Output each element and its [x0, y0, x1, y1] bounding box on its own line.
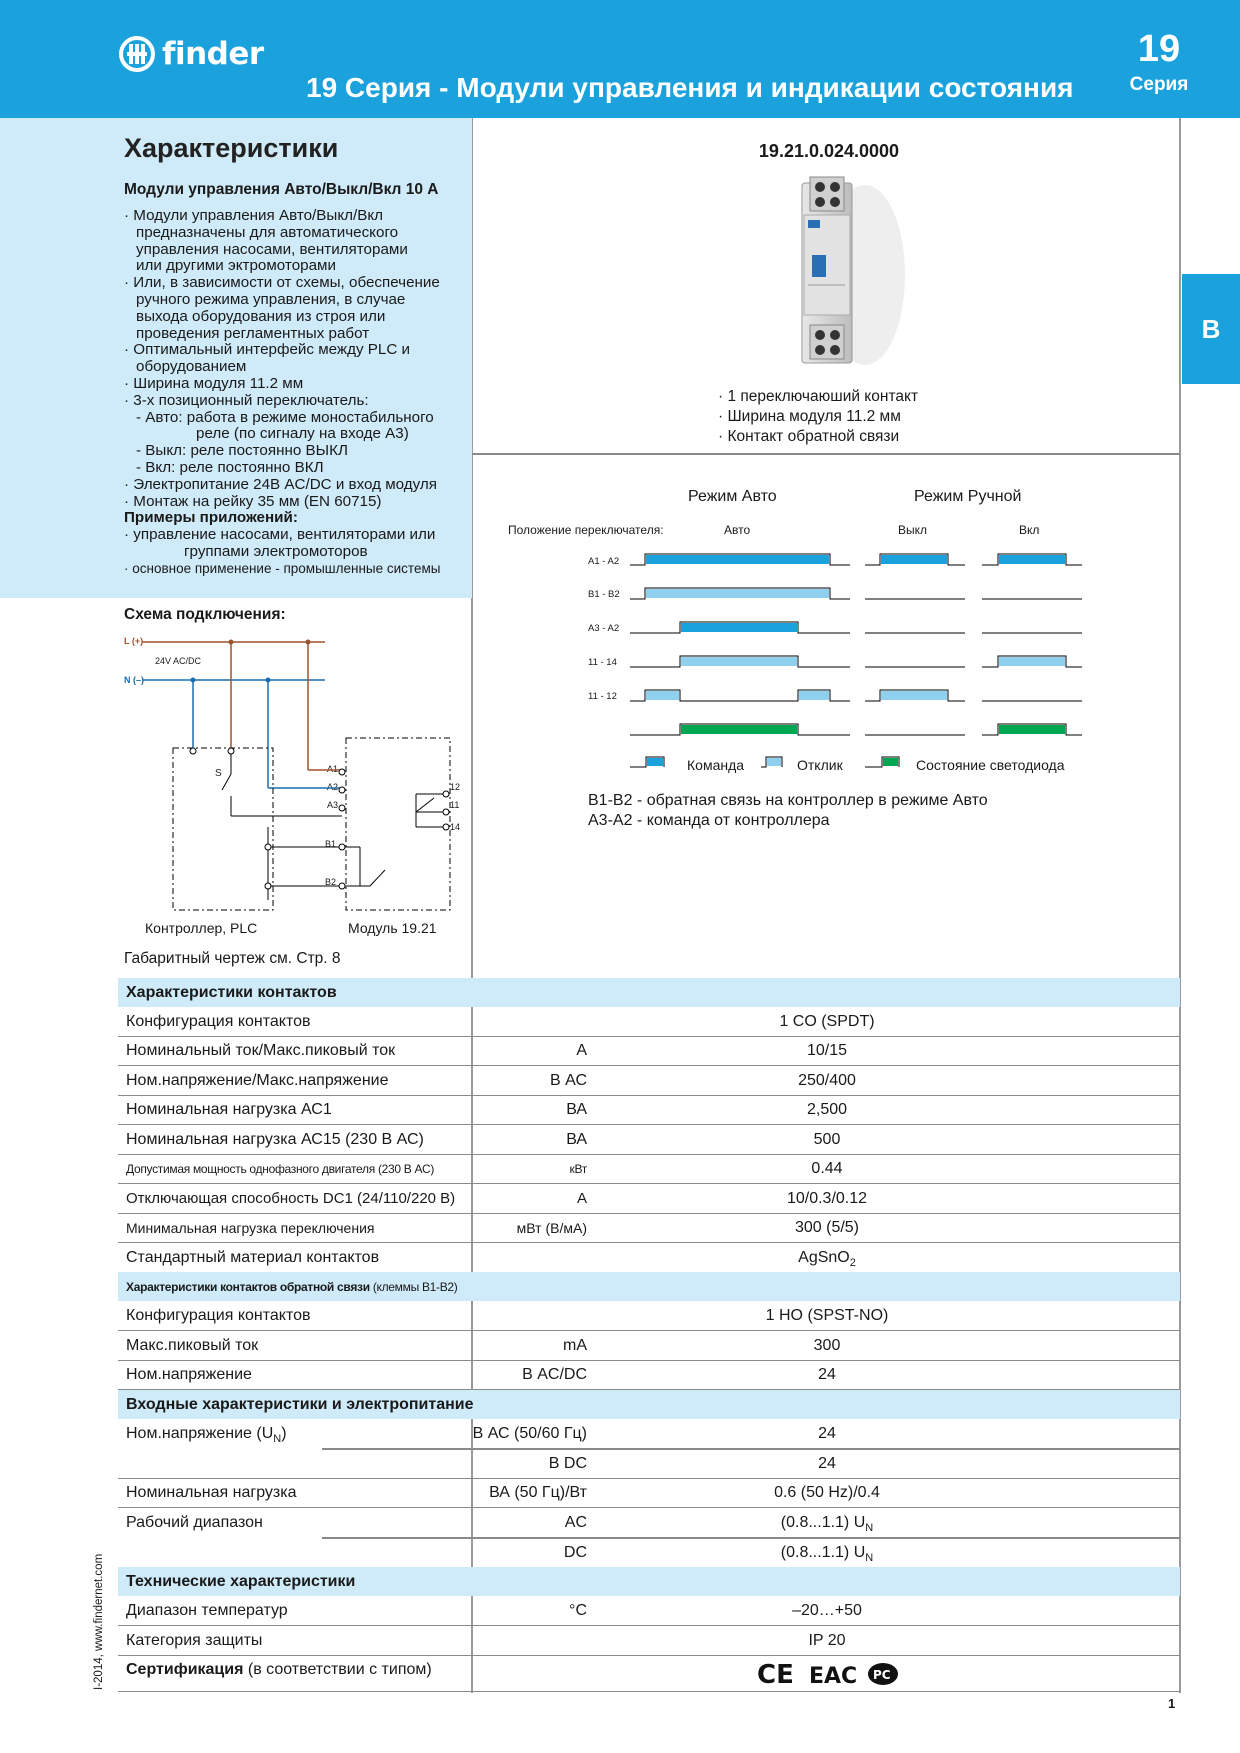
feature-line: реле (по сигналу на входе А3): [196, 425, 409, 443]
section-title: Входные характеристики и электропитание: [126, 1396, 474, 1413]
table-row: [118, 1007, 1180, 1037]
row-label: Номинальная нагрузка АС1: [126, 1101, 332, 1118]
characteristics-heading: Характеристики: [124, 133, 339, 163]
feature-line: ручного режима управления, в случае: [136, 290, 406, 308]
plc-label: Контроллер, PLC: [145, 920, 258, 936]
feature-line: управления насосами, вентиляторами: [136, 240, 408, 258]
certification-marks: [474, 1659, 1180, 1694]
table-row: [118, 1095, 1180, 1125]
module-label: Модуль 19.21: [348, 920, 437, 936]
row-unit: В АС: [550, 1072, 587, 1089]
terminal-a1: A1: [327, 764, 339, 774]
value-text: AgSnO: [798, 1249, 850, 1266]
label-end: ): [281, 1425, 287, 1442]
example-line: · основное применение - промышленные системы: [124, 560, 441, 576]
row-label: Макс.пиковый ток: [126, 1337, 259, 1354]
row-label: Отключающая способность DC1 (24/110/220 В): [126, 1190, 456, 1207]
page-title: 19 Серия - Модули управления и индикации состояния: [306, 72, 1074, 103]
row-label: [126, 1425, 287, 1445]
row-value: 300: [813, 1337, 841, 1354]
finder-logo: [118, 34, 264, 74]
timing-note-1: В1-В2 - обратная связь на контроллер в режиме Авто: [588, 792, 988, 809]
feature-line: проведения регламентных работ: [136, 324, 370, 342]
feature-line: предназначены для автоматического: [136, 223, 399, 241]
feature-line: или другими эктромоторами: [136, 257, 336, 275]
mode-auto-label: Режим Авто: [688, 488, 777, 505]
value-text: (0.8...1.1) U: [780, 1514, 866, 1531]
value-text: (0.8...1.1) U: [780, 1544, 866, 1561]
row-value: 24: [818, 1455, 836, 1472]
example-line: · управление насосами, вентиляторами или: [124, 526, 436, 544]
terminal-a3: A3: [327, 800, 339, 810]
legend-command: Команда: [687, 757, 745, 773]
pos-on-label: Вкл: [1019, 523, 1040, 537]
label-text: Ном.напряжение (U: [126, 1425, 274, 1442]
feature-line: · 3-х позиционный переключатель:: [124, 391, 369, 409]
row-value: 500: [813, 1131, 841, 1148]
row-unit: A: [576, 1190, 587, 1207]
timing-note-2: А3-А2 - команда от контроллера: [588, 812, 830, 829]
feature-line: · Ширина модуля 11.2 мм: [124, 374, 304, 392]
row-unit: AC: [564, 1514, 587, 1531]
row-label-b1b2: B1 - B2: [588, 589, 620, 600]
divider: [472, 453, 1180, 455]
product-image: [790, 175, 910, 370]
table-section: [118, 1567, 1180, 1596]
table-row: [118, 1655, 1180, 1692]
row-value: 24: [818, 1425, 836, 1442]
label-subscript: N: [273, 1433, 282, 1446]
row-label-1114: 11 - 14: [588, 657, 617, 668]
ce-mark-icon: CE: [757, 1660, 794, 1689]
table-section: [118, 1272, 1180, 1301]
row-value: [474, 1249, 1180, 1269]
row-label: Ном.напряжение: [126, 1366, 252, 1383]
terminal-b2: B2: [325, 877, 337, 887]
row-label: Минимальная нагрузка переключения: [126, 1220, 375, 1236]
row-value: 0.44: [811, 1160, 843, 1177]
row-unit: В АС (50/60 Гц): [472, 1425, 587, 1442]
row-value: 1 CO (SPDT): [779, 1013, 875, 1030]
dimension-note: Габаритный чертеж см. Стр. 8: [124, 950, 341, 967]
table-row: [118, 1036, 1180, 1066]
timing-diagram: [620, 545, 1090, 775]
row-value: IP 20: [808, 1632, 846, 1649]
line-l-label: L (+): [124, 636, 144, 646]
table-row: [118, 1066, 1180, 1096]
table-row: [118, 1125, 1180, 1155]
row-unit: ВА: [566, 1131, 587, 1148]
table-row: [118, 1213, 1180, 1243]
row-label: Стандартный материал контактов: [126, 1249, 380, 1266]
feature-line: выхода оборудования из строя или: [136, 307, 386, 325]
terminal-11: 11: [450, 800, 460, 810]
section-title: Характеристики контактов: [126, 984, 337, 1001]
row-value: 300 (5/5): [794, 1219, 860, 1236]
row-label: Конфигурация контактов: [126, 1307, 311, 1324]
wiring-diagram: [120, 630, 460, 915]
legend-response: Отклик: [797, 757, 843, 773]
terminal-12: 12: [450, 782, 461, 792]
row-value: 2,500: [806, 1101, 848, 1118]
table-row: [118, 1626, 1180, 1656]
row-label: Ном.напряжение/Макс.напряжение: [126, 1072, 389, 1089]
row-value: 10/0.3/0.12: [786, 1190, 868, 1207]
row-label: Диапазон температур: [126, 1602, 288, 1619]
certification-icons: [747, 1659, 907, 1689]
series-number: 19: [1137, 28, 1181, 70]
row-value: 24: [818, 1366, 836, 1383]
table-row: [118, 1419, 1180, 1448]
row-value: 1 НО (SPST-NO): [765, 1307, 889, 1324]
page-number: 1: [1168, 1696, 1176, 1711]
examples-title: Примеры приложений:: [124, 509, 298, 527]
finder-logo-icon: [118, 35, 156, 73]
example-line: группами электромоторов: [184, 542, 368, 560]
series-label: Серия: [1129, 74, 1189, 95]
row-label: Номинальный ток/Макс.пиковый ток: [126, 1042, 396, 1059]
svg-text:PC: PC: [873, 1668, 891, 1682]
row-value: 0.6 (50 Hz)/0.4: [774, 1484, 880, 1501]
row-label-1112: 11 - 12: [588, 691, 617, 702]
row-unit: ВА (50 Гц)/Вт: [489, 1484, 587, 1501]
value-subscript: N: [865, 1552, 874, 1565]
row-unit: мВт (В/мА): [516, 1220, 587, 1236]
row-unit: °C: [569, 1602, 587, 1619]
row-label: Допустимая мощность однофазного двигателя (230 В АС): [126, 1162, 435, 1176]
row-label: Номинальная нагрузка АС15 (230 В АС): [126, 1131, 424, 1148]
row-label-a3a2: A3 - A2: [588, 623, 620, 634]
table-row: [118, 1243, 1180, 1273]
table-row: [118, 1538, 1180, 1568]
feature-line: · Модули управления Авто/Выкл/Вкл: [124, 207, 384, 224]
product-feature: · Контакт обратной связи: [718, 428, 900, 445]
row-label: Номинальная нагрузка: [126, 1484, 297, 1501]
mode-manual-label: Режим Ручной: [914, 488, 1022, 505]
row-unit: DC: [563, 1544, 587, 1561]
feature-line: · Монтаж на рейку 35 мм (EN 60715): [124, 492, 382, 510]
table-row: [118, 1331, 1180, 1361]
row-value: –20…+50: [792, 1602, 862, 1619]
section-title: Технические характеристики: [126, 1573, 356, 1590]
pos-off-label: Выкл: [898, 523, 928, 537]
terminal-a2: A2: [327, 782, 339, 792]
feature-line: · Электропитание 24В AC/DC и вход модуля: [124, 475, 438, 493]
feature-line: · Оптимальный интерфейс между PLC и: [124, 341, 411, 359]
label-note: (в соответствии с типом): [247, 1661, 432, 1678]
line-n-label: N (–): [124, 675, 144, 685]
eac-mark-icon: EAC: [809, 1664, 858, 1689]
row-label: Рабочий диапазон: [126, 1514, 263, 1531]
section-title: [126, 1280, 458, 1294]
table-row: [118, 1360, 1180, 1390]
row-unit: В AC/DC: [522, 1366, 587, 1383]
table-row: [118, 1154, 1180, 1184]
section-note: (клеммы В1-В2): [372, 1280, 458, 1294]
pos-auto-label: Авто: [724, 523, 751, 537]
row-label: Конфигурация контактов: [126, 1013, 311, 1030]
table-row: [118, 1478, 1180, 1508]
feature-line: оборудованием: [136, 358, 247, 376]
switch-label: S: [215, 768, 222, 779]
feature-line: - Авто: работа в режиме моностабильного: [136, 408, 434, 426]
product-feature: · Ширина модуля 11.2 мм: [718, 408, 901, 425]
row-unit: А: [576, 1042, 587, 1059]
value-subscript: 2: [849, 1257, 856, 1270]
feature-line: - Вкл: реле постоянно ВКЛ: [136, 458, 324, 476]
label-text: Сертификация: [126, 1661, 244, 1678]
row-label: Категория защиты: [126, 1632, 263, 1649]
table-section: [118, 1390, 1180, 1419]
terminal-b1: B1: [325, 839, 337, 849]
row-label-a1a2: A1 - A2: [588, 556, 620, 567]
terminal-14: 14: [450, 822, 461, 832]
footer-copyright: I-2014, www.findernet.com: [93, 1553, 105, 1690]
supply-label: 24V AC/DC: [155, 656, 202, 666]
value-subscript: N: [865, 1522, 874, 1535]
characteristics-subheading: Модули управления Авто/Выкл/Вкл 10 А: [124, 181, 439, 198]
feature-line: · Или, в зависимости от схемы, обеспечение: [124, 274, 440, 292]
legend-led: Состояние светодиода: [916, 757, 1065, 773]
row-unit: кВт: [569, 1162, 587, 1176]
wiring-title: Схема подключения:: [124, 606, 286, 623]
table-row: [118, 1449, 1180, 1479]
product-code: 19.21.0.024.0000: [758, 141, 900, 161]
section-title-text: Характеристики контактов обратной связи: [126, 1280, 370, 1294]
row-value: 10/15: [806, 1042, 848, 1059]
row-unit: mA: [563, 1337, 587, 1354]
row-value: [474, 1544, 1180, 1564]
table-section: [118, 978, 1180, 1007]
switch-position-label: Положение переключателя:: [508, 523, 664, 537]
row-value: 250/400: [798, 1072, 856, 1089]
row-label: [126, 1661, 432, 1679]
product-feature: · 1 переключаюший контакт: [718, 388, 919, 405]
table-row: [118, 1596, 1180, 1626]
product-features: [718, 387, 918, 447]
row-unit: В DC: [548, 1455, 587, 1472]
row-unit: ВА: [566, 1101, 587, 1118]
table-row: [118, 1301, 1180, 1331]
row-value: [474, 1514, 1180, 1534]
brand-name: finder: [162, 36, 264, 72]
table-row: [118, 1184, 1180, 1214]
table-row: [118, 1508, 1180, 1537]
feature-list: [124, 208, 474, 578]
section-tab[interactable]: B: [1182, 274, 1240, 384]
feature-line: - Выкл: реле постоянно ВЫКЛ: [136, 442, 348, 460]
